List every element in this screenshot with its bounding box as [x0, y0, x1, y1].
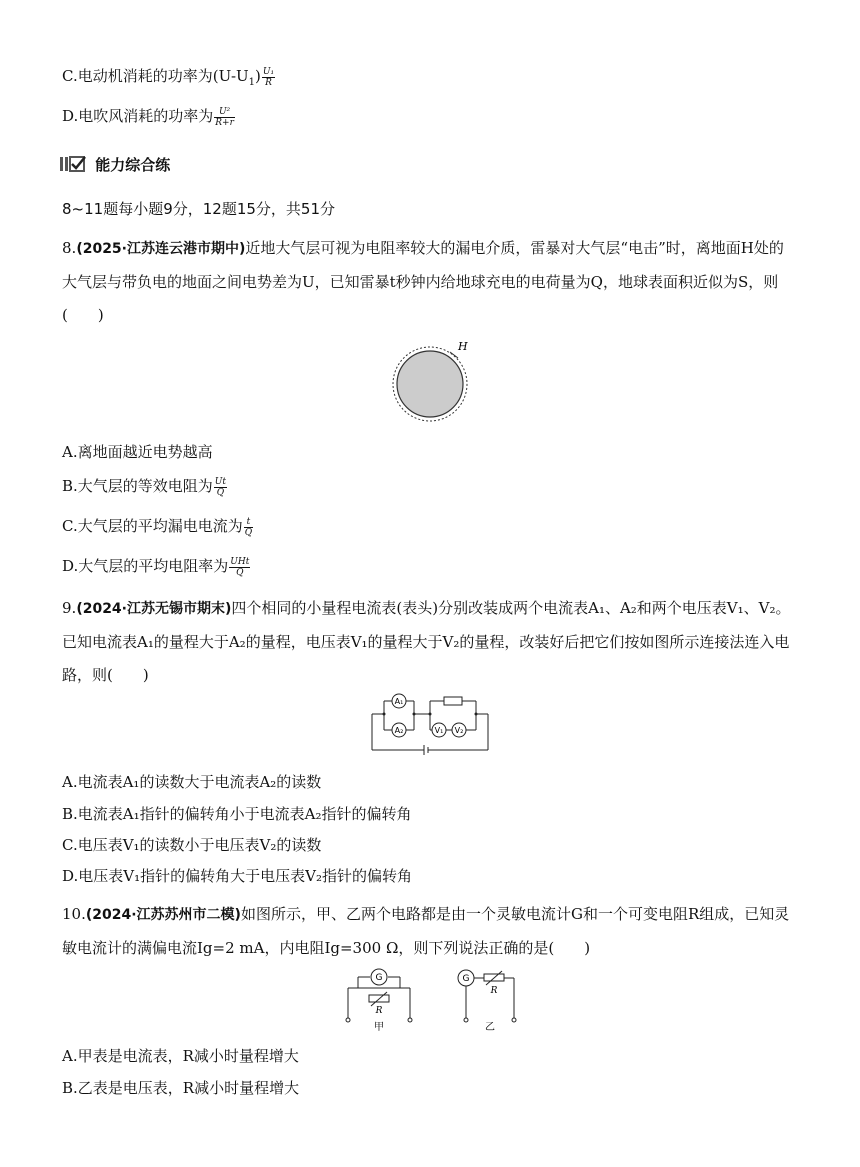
q9-number: 9.: [62, 599, 77, 617]
galvanometer-circuits-figure: [338, 966, 528, 1036]
question-8: [62, 232, 798, 332]
option-d-dryer: [62, 106, 235, 128]
option-c-motor: [62, 66, 275, 93]
r-label-yi: R: [490, 986, 498, 996]
q9-option-c: C.电压表V₁的读数小于电压表V₂的读数: [62, 836, 322, 854]
r-label-jia: R: [375, 1006, 383, 1016]
q8-option-c-text: C.大气层的平均漏电电流为: [62, 517, 243, 535]
question-10: [62, 898, 798, 965]
q8-number: 8.: [62, 239, 77, 257]
q8-option-b: [62, 476, 227, 498]
a2-label: A₂: [394, 726, 404, 735]
g-label-jia: G: [375, 973, 383, 983]
option-c-fraction: [262, 67, 275, 88]
v1-label: V₁: [434, 726, 444, 735]
jia-label: 甲: [374, 1022, 384, 1033]
q8-option-d-text: D.大气层的平均电阻率为: [62, 557, 229, 575]
yi-label: 乙: [485, 1022, 495, 1033]
frac-num: U₁: [262, 66, 275, 77]
frac-den: Q: [236, 567, 244, 578]
frac-den: Q: [216, 487, 225, 498]
score-line: 8~11题每小题9分，12题15分，共51分: [62, 200, 336, 218]
q8-option-a: A.离地面越近电势越高: [62, 443, 213, 461]
q9-option-a: A.电流表A₁的读数大于电流表A₂的读数: [62, 773, 322, 791]
v2-label: V₂: [454, 726, 464, 735]
q9-option-b: B.电流表A₁指针的偏转角小于电流表A₂指针的偏转角: [62, 805, 412, 823]
q10-number: 10.: [62, 905, 86, 923]
h-arrow: [450, 352, 458, 358]
q8-option-d: [62, 556, 250, 578]
frac-den: R: [265, 77, 272, 88]
q10-option-b: B.乙表是电压表，R减小时量程增大: [62, 1079, 300, 1097]
q8-text: 近地大气层可视为电阻率较大的漏电介质，雷暴对大气层“电击”时，离地面H处的大气层与带负电的地面之间电势差为U，已知雷暴t秒钟内给地球充电的电荷量为Q，地球表面积近似为S，则( ): [62, 239, 784, 324]
q8-source: (2025·江苏连云港市期中): [76, 241, 246, 257]
frac-num: U²: [214, 107, 235, 118]
q8-option-b-text: B.大气层的等效电阻为: [62, 477, 213, 495]
meter-circuit-figure: [368, 690, 492, 758]
section-title: [60, 154, 170, 177]
q8-c-fraction: [244, 517, 253, 538]
option-d-fraction: [214, 107, 235, 128]
option-c-text: C.电动机消耗的功率为(U-U: [62, 67, 249, 85]
earth-atmosphere-figure: [388, 336, 478, 426]
option-c-close: ): [255, 67, 261, 85]
q9-text: 四个相同的小量程电流表(表头)分别改装成两个电流表A₁、A₂和两个电压表V₁、V₂。已知电流表A₁的量程大于A₂的量程，电压表V₁的量程大于V₂的量程，改装好后把它们按如图所示连接法连入电路，则( ): [62, 599, 791, 684]
q10-source: (2024·江苏苏州市二模): [85, 907, 241, 923]
frac-den: Q: [244, 527, 253, 538]
q8-option-c: [62, 516, 253, 538]
h-label: H: [458, 340, 468, 353]
question-9: [62, 592, 798, 692]
q10-text: 如图所示，甲、乙两个电路都是由一个灵敏电流计G和一个可变电阻R组成，已知灵敏电流计的满偏电流Ig=2 mA，内电阻Ig=300 Ω，则下列说法正确的是( ): [62, 905, 790, 957]
earth-circle: [397, 351, 463, 417]
checklist-icon: [60, 155, 86, 177]
section-title-text: 能力综合练: [95, 156, 171, 174]
option-c-sub: 1: [248, 77, 256, 88]
frac-num: t: [244, 517, 253, 528]
frac-num: UHt: [230, 556, 250, 567]
a1-label: A₁: [394, 697, 404, 706]
g-label-yi: G: [462, 974, 470, 984]
q8-d-fraction: [229, 557, 250, 578]
q9-source: (2024·江苏无锡市期末): [76, 601, 232, 617]
q8-b-fraction: [214, 477, 227, 498]
frac-den: R+r: [215, 117, 234, 128]
option-d-text: D.电吹风消耗的功率为: [62, 107, 214, 125]
q10-option-a: A.甲表是电流表，R减小时量程增大: [62, 1047, 299, 1065]
q9-option-d: D.电压表V₁指针的偏转角大于电压表V₂指针的偏转角: [62, 867, 412, 885]
frac-num: Ut: [214, 476, 226, 487]
